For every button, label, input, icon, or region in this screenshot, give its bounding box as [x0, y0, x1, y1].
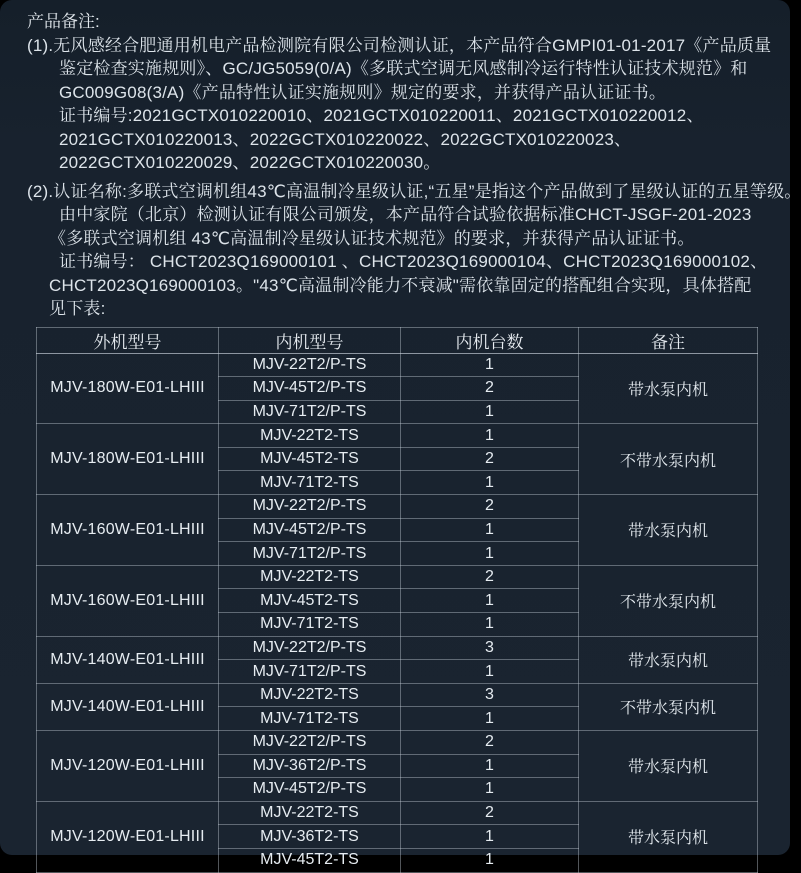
qty-cell: 2: [401, 377, 579, 401]
indoor-model-cell: MJV-71T2/P-TS: [219, 400, 401, 424]
indoor-model-cell: MJV-22T2/P-TS: [219, 731, 401, 755]
note-line: 2022GCTX010220029、2022GCTX010220030。: [59, 153, 441, 172]
header-outdoor-model: 外机型号: [37, 327, 219, 353]
note-line: (2).认证名称:多联式空调机组43℃高温制冷星级认证,“五星”是指这个产品做到了星级认证的五星等级。: [27, 181, 801, 201]
indoor-model-cell: MJV-22T2-TS: [219, 424, 401, 448]
remark-cell: 不带水泵内机: [579, 683, 758, 730]
table-row: [37, 731, 758, 755]
qty-cell: 1: [401, 754, 579, 778]
qty-cell: 1: [401, 518, 579, 542]
outdoor-model-cell: MJV-140W-E01-LHIII: [37, 636, 219, 683]
qty-cell: 2: [401, 565, 579, 589]
indoor-model-cell: MJV-71T2/P-TS: [219, 542, 401, 566]
table-row: [37, 801, 758, 825]
section-title: 产品备注:: [27, 12, 100, 31]
table-row: [37, 495, 758, 519]
qty-cell: 1: [401, 424, 579, 448]
note-line: CHCT2023Q169000103。"43℃高温制冷能力不衰减"需依靠固定的搭配组合实现，具体搭配: [49, 275, 752, 295]
outdoor-model-cell: MJV-180W-E01-LHIII: [37, 353, 219, 424]
qty-cell: 1: [401, 589, 579, 613]
qty-cell: 2: [401, 731, 579, 755]
remark-cell: 带水泵内机: [579, 636, 758, 683]
outdoor-model-cell: MJV-120W-E01-LHIII: [37, 731, 219, 802]
indoor-model-cell: MJV-36T2/P-TS: [219, 754, 401, 778]
indoor-model-cell: MJV-22T2/P-TS: [219, 353, 401, 377]
indoor-model-cell: MJV-22T2/P-TS: [219, 495, 401, 519]
qty-cell: 2: [401, 447, 579, 471]
outdoor-model-cell: MJV-180W-E01-LHIII: [37, 424, 219, 495]
indoor-model-cell: MJV-45T2/P-TS: [219, 778, 401, 802]
qty-cell: 1: [401, 848, 579, 872]
remark-cell: 不带水泵内机: [579, 424, 758, 495]
note-line: 见下表:: [49, 299, 106, 318]
remark-cell: 带水泵内机: [579, 801, 758, 872]
qty-cell: 2: [401, 801, 579, 825]
note-line: 证书编号： CHCT2023Q169000101 、CHCT2023Q169000104、CHCT2023Q169000102、: [59, 252, 768, 271]
indoor-model-cell: MJV-22T2-TS: [219, 683, 401, 707]
table-row: [37, 565, 758, 589]
indoor-model-cell: MJV-45T2-TS: [219, 447, 401, 471]
note-line: 《多联式空调机组 43℃高温制冷星级认证技术规范》的要求，并获得产品认证证书。: [49, 228, 695, 248]
qty-cell: 1: [401, 660, 579, 684]
indoor-model-cell: MJV-22T2/P-TS: [219, 636, 401, 660]
remark-cell: 带水泵内机: [579, 731, 758, 802]
indoor-model-cell: MJV-45T2-TS: [219, 589, 401, 613]
indoor-model-cell: MJV-45T2/P-TS: [219, 518, 401, 542]
qty-cell: 1: [401, 778, 579, 802]
remark-cell: 不带水泵内机: [579, 565, 758, 636]
qty-cell: 1: [401, 825, 579, 849]
note-line: 2021GCTX010220013、2022GCTX010220022、2022GCTX010220023、: [59, 129, 632, 149]
qty-cell: 3: [401, 636, 579, 660]
header-indoor-model: 内机型号: [219, 327, 401, 353]
indoor-model-cell: MJV-71T2-TS: [219, 707, 401, 731]
note-line: 鉴定检查实施规则》、GC/JG5059(0/A)《多联式空调无风感制冷运行特性认证技术规范》和: [59, 59, 748, 78]
qty-cell: 1: [401, 707, 579, 731]
qty-cell: 1: [401, 471, 579, 495]
indoor-model-cell: MJV-45T2/P-TS: [219, 377, 401, 401]
note-line: 证书编号:2021GCTX010220010、2021GCTX010220011、2021GCTX010220012、: [59, 106, 704, 125]
outdoor-model-cell: MJV-160W-E01-LHIII: [37, 565, 219, 636]
pairing-table: [36, 327, 758, 873]
indoor-model-cell: MJV-71T2-TS: [219, 613, 401, 637]
qty-cell: 3: [401, 683, 579, 707]
header-indoor-qty: 内机台数: [401, 327, 579, 353]
note-line: 由中家院（北京）检测认证有限公司颁发，本产品符合试验依据标准CHCT-JSGF-201-2023: [59, 205, 752, 224]
table-row: [37, 636, 758, 660]
indoor-model-cell: MJV-71T2/P-TS: [219, 660, 401, 684]
qty-cell: 1: [401, 542, 579, 566]
indoor-model-cell: MJV-71T2-TS: [219, 471, 401, 495]
remark-cell: 带水泵内机: [579, 353, 758, 424]
header-remark: 备注: [579, 327, 758, 353]
qty-cell: 2: [401, 495, 579, 519]
outdoor-model-cell: MJV-120W-E01-LHIII: [37, 801, 219, 872]
qty-cell: 1: [401, 613, 579, 637]
note-line: (1).无风感经合肥通用机电产品检测院有限公司检测认证，本产品符合GMPI01-01-2017《产品质量: [27, 35, 772, 55]
table-row: [37, 683, 758, 707]
table-header-row: [37, 327, 758, 353]
note-line: GC009G08(3/A)《产品特性认证实施规则》规定的要求，并获得产品认证证书。: [59, 82, 667, 102]
indoor-model-cell: MJV-22T2-TS: [219, 801, 401, 825]
indoor-model-cell: MJV-45T2-TS: [219, 848, 401, 872]
outdoor-model-cell: MJV-140W-E01-LHIII: [37, 683, 219, 730]
indoor-model-cell: MJV-36T2-TS: [219, 825, 401, 849]
table-row: [37, 353, 758, 377]
outdoor-model-cell: MJV-160W-E01-LHIII: [37, 495, 219, 566]
remark-cell: 带水泵内机: [579, 495, 758, 566]
table-row: [37, 424, 758, 448]
indoor-model-cell: MJV-22T2-TS: [219, 565, 401, 589]
qty-cell: 1: [401, 353, 579, 377]
qty-cell: 1: [401, 400, 579, 424]
